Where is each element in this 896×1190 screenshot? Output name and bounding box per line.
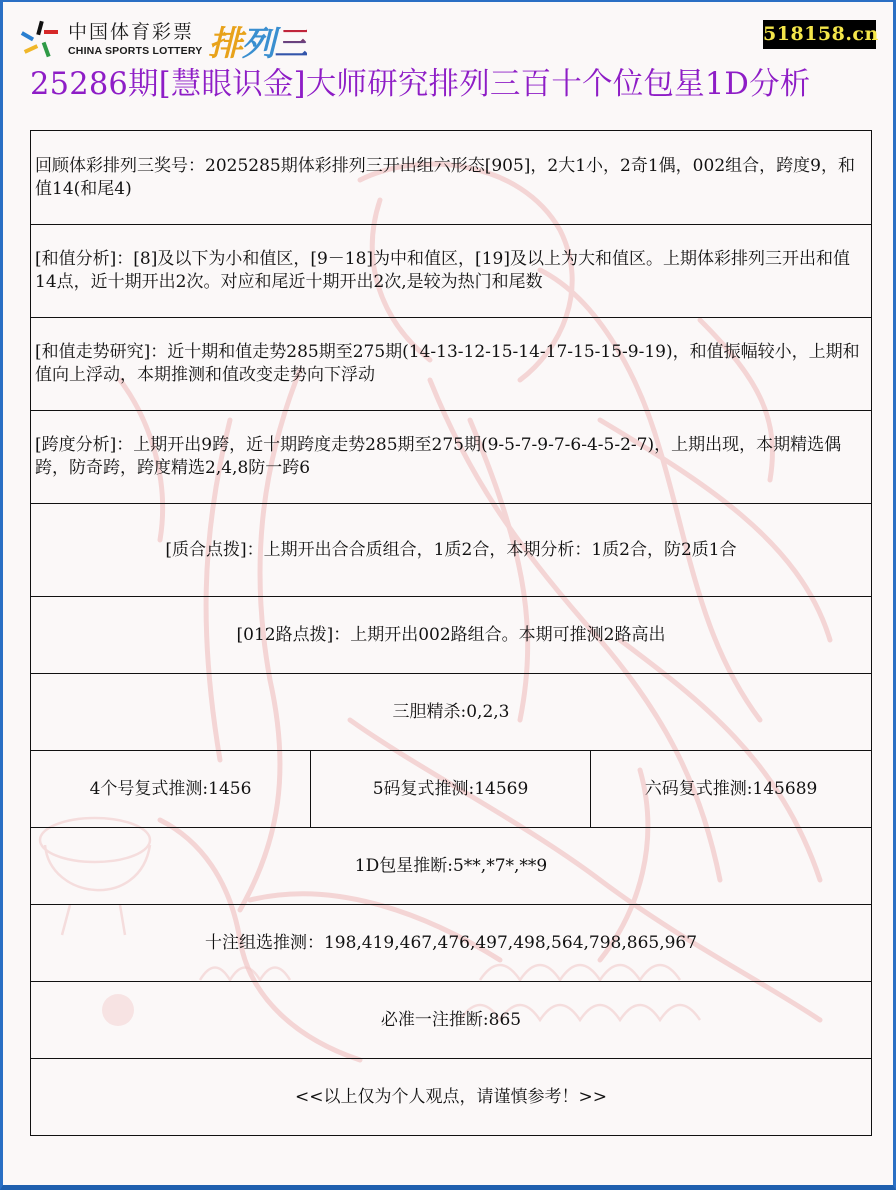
six-number-combo-cell: 六码复式推测:145689 (591, 751, 872, 828)
disclaimer-cell: <<以上仅为个人观点，请谨慎参考！>> (31, 1059, 872, 1136)
sum-analysis-cell: [和值分析]：[8]及以下为小和值区，[9－18]为中和值区，[19]及以上为大和值区。上期体彩排列三开出和值14点，近十期开出2次。对应和尾近十期开出2次,是较为热门和尾数 (31, 225, 872, 318)
table-row (31, 674, 872, 751)
logo-char-lie: 列 (241, 23, 275, 64)
pailie3-logo-text (208, 16, 307, 65)
logo-char-san: 三 (274, 16, 307, 65)
review-cell: 回顾体彩排列三奖号：2025285期体彩排列三开出组六形态[905]，2大1小，2奇1偶，002组合，跨度9，和值14(和尾4) (31, 131, 872, 225)
table-row (31, 751, 872, 828)
five-number-combo-cell: 5码复式推测:14569 (311, 751, 591, 828)
span-analysis-cell: [跨度分析]：上期开出9跨，近十期跨度走势285期至275期(9-5-7-9-7-6-4-5-2-7)，上期出现，本期精选偶跨，防奇跨，跨度精选2,4,8防一跨6 (31, 411, 872, 504)
logo-en-text: CHINA SPORTS LOTTERY (68, 45, 203, 58)
page-header (0, 0, 896, 120)
table-row (31, 225, 872, 318)
one-d-cell: 1D包星推断:5**,*7*,**9 (31, 828, 872, 905)
prime-composite-cell: [质合点拨]：上期开出合合质组合，1质2合，本期分析：1质2合，防2质1合 (31, 504, 872, 597)
route-012-cell: [012路点拨]：上期开出002路组合。本期可推测2路高出 (31, 597, 872, 674)
table-row (31, 982, 872, 1059)
four-number-combo-cell: 4个号复式推测:1456 (31, 751, 311, 828)
china-sports-lottery-logo (18, 18, 307, 62)
table-row (31, 1059, 872, 1136)
three-kill-cell: 三胆精杀:0,2,3 (31, 674, 872, 751)
lottery-star-logo-icon (18, 20, 62, 60)
table-row (31, 828, 872, 905)
table-row (31, 504, 872, 597)
analysis-table (30, 130, 872, 1136)
must-one-cell: 必准一注推断:865 (31, 982, 872, 1059)
table-row (31, 411, 872, 504)
page-title: 25286期[慧眼识金]大师研究排列三百十个位包星1D分析 (30, 67, 811, 102)
sum-trend-cell: [和值走势研究]：近十期和值走势285期至275期(14-13-12-15-14-17-15-15-9-19)，和值振幅较小，上期和值向上浮动，本期推测和值改变走势向下浮动 (31, 318, 872, 411)
table-row (31, 597, 872, 674)
logo-cn-text: 中国体育彩票 (68, 21, 195, 44)
table-row (31, 131, 872, 225)
logo-char-pai: 排 (208, 23, 242, 64)
table-row (31, 318, 872, 411)
table-row (31, 905, 872, 982)
ten-group-cell: 十注组选推测：198,419,467,476,497,498,564,798,865,967 (31, 905, 872, 982)
site-url-badge: 518158.cn (763, 20, 876, 49)
